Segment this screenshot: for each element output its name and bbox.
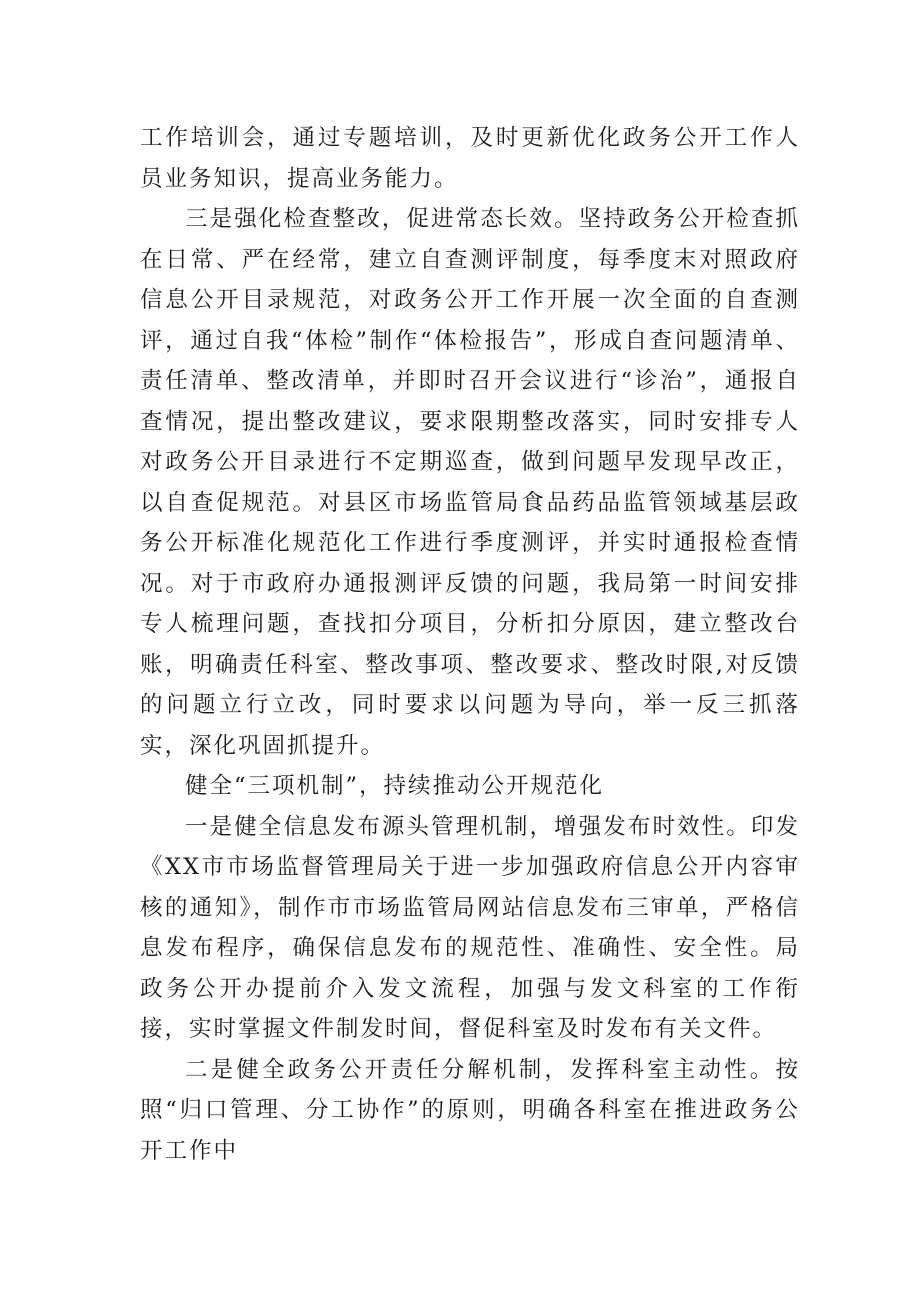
paragraph-responsibility-breakdown: 二是健全政务公开责任分解机制，发挥科室主动性。按照“归口管理、分工协作”的原则，明确各科室在推进政务公开工作中 bbox=[140, 1056, 800, 1164]
document-body bbox=[140, 118, 800, 1171]
paragraph-release-source-management: 一是健全信息发布源头管理机制，增强发布时效性。印发《XX市市场监督管理局关于进一步加强政府信息公开内容审核的通知》，制作市市场监管局网站信息发布三审单，严格信息发布程序，确保信息发布的规范性、准确性、安全性。局政务公开办提前介入发文流程，加强与发文科室的工作衔接，实时掌握文件制发时间，督促科室及时发布有关文件。 bbox=[140, 813, 800, 1042]
paragraph-inspection-rectification: 三是强化检查整改，促进常态长效。坚持政务公开检查抓在日常、严在经常，建立自查测评制度，每季度末对照政府信息公开目录规范，对政务公开工作开展一次全面的自查测评，通过自我“体检”制作“体检报告”，形成自查问题清单、责任清单、整改清单，并即时召开会议进行“诊治”，通报自查情况，提出整改建议，要求限期整改落实，同时安排专人对政务公开目录进行不定期巡查，做到问题早发现早改正，以自查促规范。对县区市场监管局食品药品监管领域基层政务公开标准化规范化工作进行季度测评，并实时通报检查情况。对于市政府办通报测评反馈的问题，我局第一时间安排专人梳理问题，查找扣分项目，分析扣分原因，建立整改台账，明确责任科室、整改事项、整改要求、整改时限,对反馈的问题立行立改，同时要求以问题为导向，举一反三抓落实，深化巩固抓提升。 bbox=[140, 206, 800, 759]
paragraph-training-continuation: 工作培训会，通过专题培训，及时更新优化政务公开工作人员业务知识，提高业务能力。 bbox=[140, 125, 800, 192]
section-heading-three-mechanisms: 健全“三项机制”，持续推动公开规范化 bbox=[185, 773, 605, 799]
